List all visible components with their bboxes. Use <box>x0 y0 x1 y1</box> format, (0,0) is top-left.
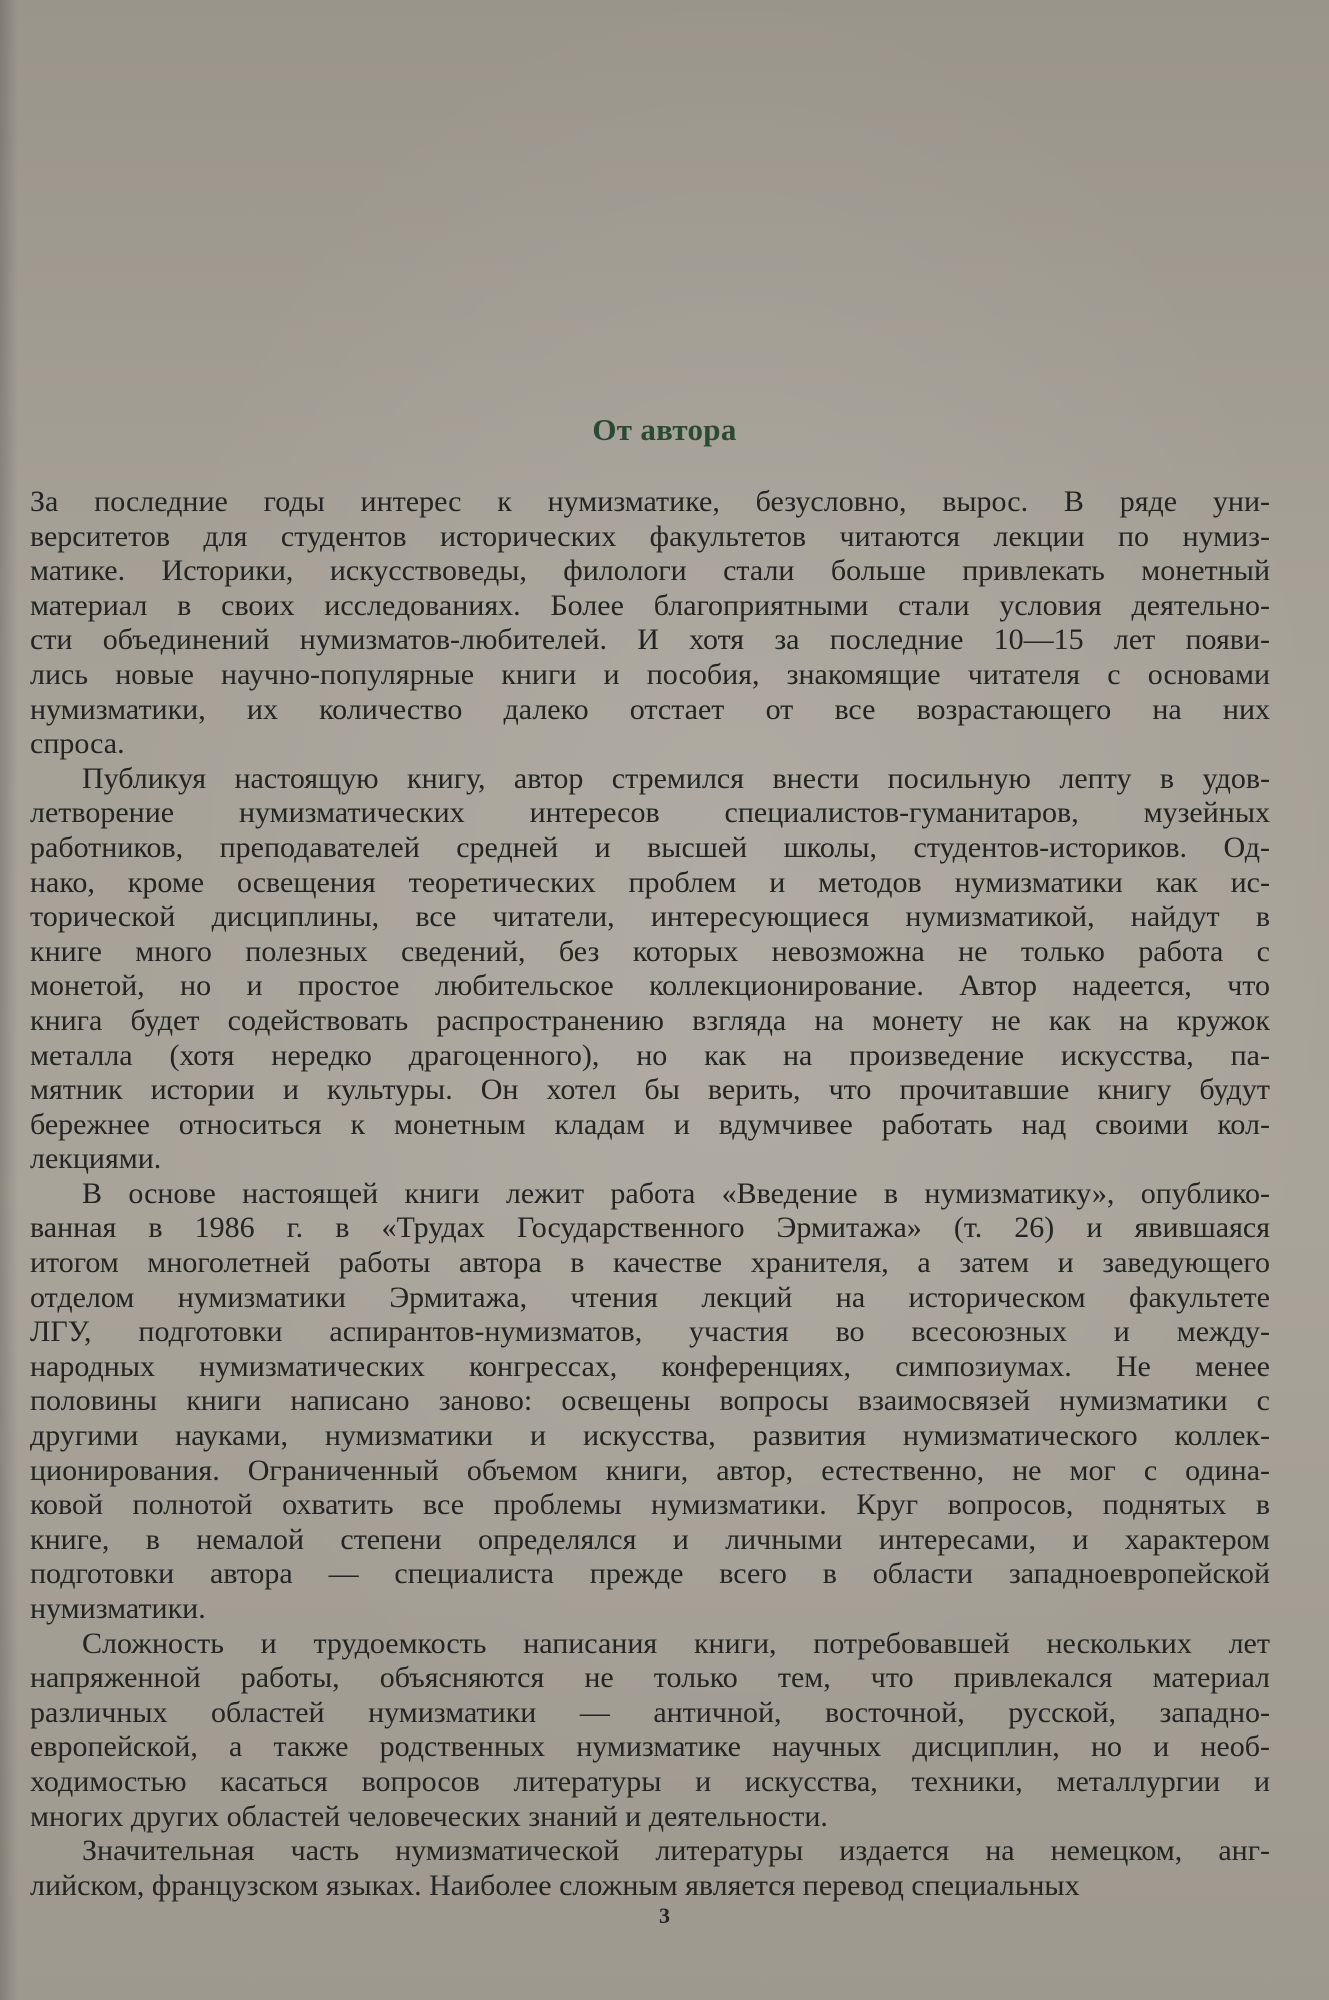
text-line: другими науками, нумизматики и искусства, развития нумизматического коллек- <box>30 1419 1270 1453</box>
text-line: книге, в немалой степени определялся и личными интересами, и характером <box>30 1522 1270 1556</box>
text-line: различных областей нумизматики — античной, восточной, русской, западно- <box>30 1695 1270 1729</box>
text-line: В основе настоящей книги лежит работа «Введение в нумизматику», опублико- <box>82 1176 1270 1210</box>
text-line: матике. Историки, искусствоведы, филологи стали больше привлекать монетный <box>30 554 1270 588</box>
text-line: европейской, а также родственных нумизматике научных дисциплин, но и необ- <box>30 1730 1270 1764</box>
text-line: Сложность и трудоемкость написания книги, потребовавшей нескольких лет <box>82 1626 1270 1660</box>
text-line: книга будет содействовать распространению взгляда на монету не как на кружок <box>30 1003 1270 1037</box>
paragraph <box>30 1177 1270 1627</box>
text-line: спроса. <box>30 727 125 761</box>
text-line: верситетов для студентов исторических факультетов читаются лекции по нумиз- <box>30 519 1270 553</box>
text-line: За последние годы интерес к нумизматике, безусловно, вырос. В ряде уни- <box>30 485 1270 518</box>
text-line: ванная в 1986 г. в «Трудах Государственного Эрмитажа» (т. 26) и явившаяся <box>30 1211 1270 1245</box>
text-line: бережнее относиться к монетным кладам и вдумчивее работать над своими кол- <box>30 1107 1270 1141</box>
text-line: многих других областей человеческих знаний и деятельности. <box>30 1799 828 1833</box>
section-heading: От автора <box>592 412 737 447</box>
text-line: мятник истории и культуры. Он хотел бы верить, что прочитавшие книгу будут <box>30 1073 1270 1107</box>
text-line: подготовки автора — специалиста прежде всего в области западноевропейской <box>30 1557 1270 1591</box>
text-line: Публикуя настоящую книгу, автор стремился внести посильную лепту в удов- <box>82 761 1270 795</box>
text-line: ЛГУ, подготовки аспирантов-нумизматов, участия во всесоюзных и между- <box>30 1315 1270 1349</box>
text-line: итогом многолетней работы автора в качестве хранителя, а затем и заведующего <box>30 1246 1270 1280</box>
text-line: ходимостью касаться вопросов литературы и искусства, техники, металлургии и <box>30 1764 1270 1798</box>
text-line: народных нумизматических конгрессах, конференциях, симпозиумах. Не менее <box>30 1349 1270 1383</box>
text-line: нумизматики, их количество далеко отстает от все возрастающего на них <box>30 692 1270 726</box>
page-edge-shadow <box>0 0 18 2000</box>
text-line: половины книги написано заново: освещены вопросы взаимосвязей нумизматики с <box>30 1384 1270 1418</box>
text-line: напряженной работы, объясняются не только тем, что привлекался материал <box>30 1661 1270 1695</box>
text-line: монетой, но и простое любительское коллекционирование. Автор надеется, что <box>30 969 1270 1003</box>
text-line: торической дисциплины, все читатели, интересующиеся нумизматикой, найдут в <box>30 900 1270 934</box>
text-line: нумизматики. <box>30 1592 206 1625</box>
body-text <box>30 485 1270 1903</box>
text-line: летворение нумизматических интересов специалистов-гуманитаров, музейных <box>30 796 1270 830</box>
paragraph <box>30 485 1270 762</box>
text-line: лийском, французском языках. Наиболее сложным является перевод специальных <box>30 1868 1080 1902</box>
text-line: лись новые научно-популярные книги и пособия, знакомящие читателя с основами <box>30 657 1270 691</box>
text-line: отделом нумизматики Эрмитажа, чтения лекций на историческом факультете <box>30 1280 1270 1314</box>
text-line: нако, кроме освещения теоретических проблем и методов нумизматики как ис- <box>30 865 1270 899</box>
text-line: сти объединений нумизматов-любителей. И хотя за последние 10—15 лет появи- <box>30 623 1270 657</box>
paragraph <box>30 762 1270 1177</box>
text-line: металла (хотя нередко драгоценного), но как на произведение искусства, па- <box>30 1038 1270 1072</box>
text-line: ционирования. Ограниченный объемом книги, автор, естественно, не мог с одина- <box>30 1453 1270 1487</box>
text-line: лекциями. <box>30 1142 162 1176</box>
text-line: материал в своих исследованиях. Более благоприятными стали условия деятельно- <box>30 588 1270 622</box>
page-number: 3 <box>659 1903 670 1928</box>
text-line: работников, преподавателей средней и высшей школы, студентов-историков. Од- <box>30 830 1270 864</box>
text-line: книге много полезных сведений, без которых невозможна не только работа с <box>30 934 1270 968</box>
paragraph <box>30 1627 1270 1835</box>
text-line: Значительная часть нумизматической литературы издается на немецком, анг- <box>82 1834 1270 1868</box>
paragraph <box>30 1834 1270 1903</box>
text-line: ковой полнотой охватить все проблемы нумизматики. Круг вопросов, поднятых в <box>30 1488 1270 1522</box>
